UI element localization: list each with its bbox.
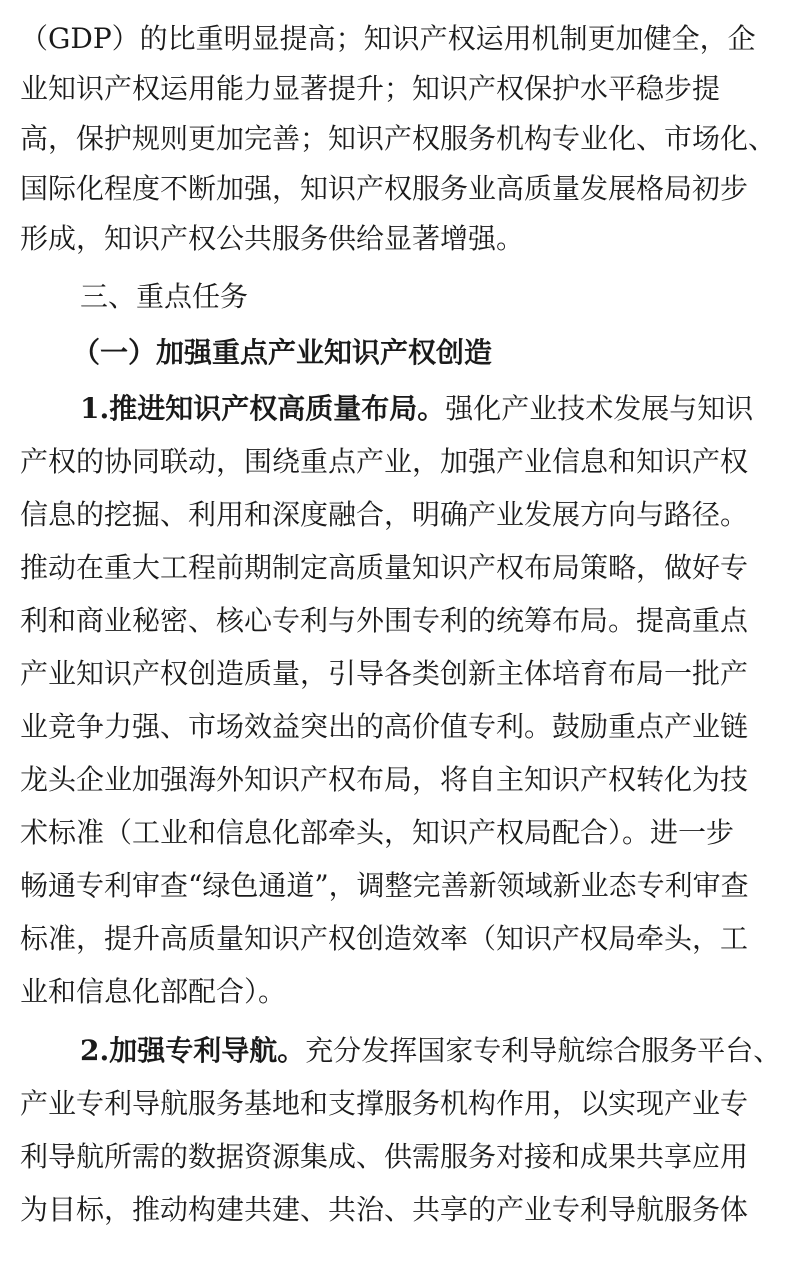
paragraph-line: 高，保护规则更加完善；知识产权服务机构专业化、市场化、 — [20, 122, 777, 155]
paragraph-line: 产业知识产权创造质量，引导各类创新主体培育布局一批产 — [20, 657, 749, 690]
paragraph-line: 为目标，推动构建共建、共治、共享的产业专利导航服务体 — [20, 1193, 749, 1226]
item-2-title: 2.加强专利导航。 — [80, 1034, 306, 1067]
paragraph-line: 利导航所需的数据资源集成、供需服务对接和成果共享应用 — [20, 1140, 749, 1173]
item-1-first-line-text: 强化产业技术发展与知识 — [445, 392, 754, 425]
paragraph-line: 形成，知识产权公共服务供给显著增强。 — [20, 222, 525, 255]
paragraph-line: 业竞争力强、市场效益突出的高价值专利。鼓励重点产业链 — [20, 710, 749, 743]
paragraph-line: （GDP）的比重明显提高；知识产权运用机制更加健全，企 — [20, 22, 756, 55]
paragraph-line: 信息的挖掘、利用和深度融合，明确产业发展方向与路径。 — [20, 498, 749, 531]
paragraph-line: 产权的协同联动，围绕重点产业，加强产业信息和知识产权 — [20, 445, 749, 478]
item-2-first-line-text: 充分发挥国家专利导航综合服务平台、 — [305, 1034, 782, 1067]
item-1-title: 1.推进知识产权高质量布局。 — [80, 392, 446, 425]
paragraph-line: 业知识产权运用能力显著提升；知识产权保护水平稳步提 — [20, 72, 721, 105]
paragraph-line: 推动在重大工程前期制定高质量知识产权布局策略，做好专 — [20, 551, 749, 584]
item-2-first-line — [80, 1034, 781, 1068]
paragraph-line: 术标准（工业和信息化部牵头，知识产权局配合）。进一步 — [20, 816, 735, 849]
item-1-first-line — [80, 392, 753, 426]
paragraph-line: 标准，提升高质量知识产权创造效率（知识产权局牵头，工 — [20, 922, 749, 955]
paragraph-line: 利和商业秘密、核心专利与外围专利的统筹布局。提高重点 — [20, 604, 749, 637]
section-heading: 三、重点任务 — [80, 280, 249, 313]
paragraph-line: 龙头企业加强海外知识产权布局，将自主知识产权转化为技 — [20, 763, 749, 796]
paragraph-line: 国际化程度不断加强，知识产权服务业高质量发展格局初步 — [20, 172, 749, 205]
paragraph-line: 业和信息化部配合）。 — [20, 975, 287, 1008]
subsection-heading: （一）加强重点产业知识产权创造 — [72, 336, 493, 369]
paragraph-line: 畅通专利审查“绿色通道”，调整完善新领域新业态专利审查 — [20, 869, 749, 902]
paragraph-line: 产业专利导航服务基地和支撑服务机构作用，以实现产业专 — [20, 1087, 749, 1120]
